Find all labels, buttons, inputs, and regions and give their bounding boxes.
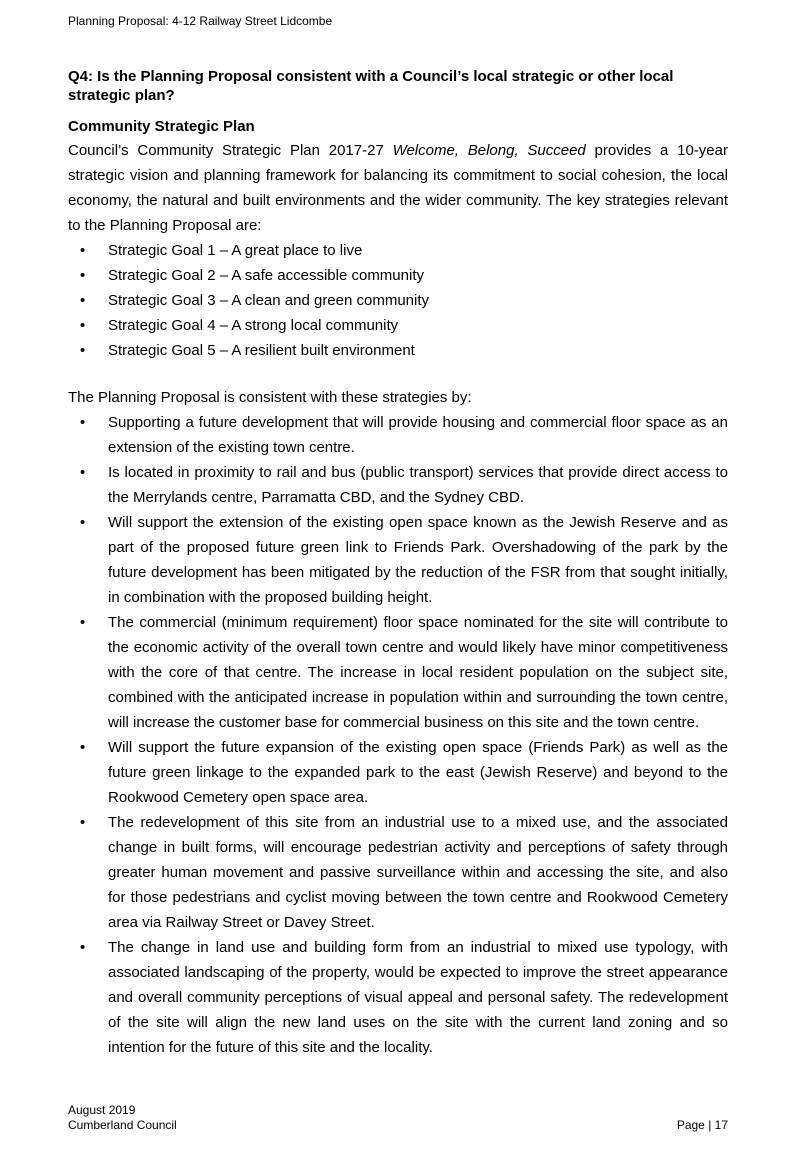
reason-item: • The commercial (minimum requirement) floor space nominated for the site will contribute to the economic activity of the overall town centre and would likely have minor competitiveness with the core of that centre. The increase in local resident population on the subject site, combined with the anticipated increase in population within and surrounding the town centre, will increase the customer base for commercial business on this site and the town centre. [68,610,728,735]
footer-date: August 2019 [68,1103,136,1117]
reason-item: • Will support the future expansion of the existing open space (Friends Park) as well as the future green linkage to the expanded park to the east (Jewish Reserve) and beyond to the Rookwood Cemetery open space area. [68,735,728,810]
intro-text-end: provides a 10-year strategic vision and planning framework for balancing its commitment to social cohesion, the local economy, the natural and built environments and the wider community. The key strategies relevant to the Planning Proposal are: [68,142,728,234]
reason-item: • Supporting a future development that will provide housing and commercial floor space as an extension of the existing town centre. [68,410,728,460]
section-heading: Community Strategic Plan [68,118,255,135]
page-number: Page | 17 [676,1118,728,1132]
intro-text-start: Council’s Community Strategic Plan 2017-27 [68,142,393,159]
goal-item: • Strategic Goal 2 – A safe accessible community [68,263,728,288]
intro-paragraph [68,138,728,238]
question-heading: Q4: Is the Planning Proposal consistent with a Council’s local strategic or other local strategic plan? [68,68,674,104]
page-footer-left [68,1103,177,1133]
footer-organisation: Cumberland Council [68,1118,177,1132]
reason-item: • Is located in proximity to rail and bus (public transport) services that provide direct access to the Merrylands centre, Parramatta CBD, and the Sydney CBD. [68,460,728,510]
reason-item: • Will support the extension of the existing open space known as the Jewish Reserve and as part of the proposed future green link to Friends Park. Overshadowing of the park by the future development has been mitigated by the reduction of the FSR from that sought initially, in combination with the proposed building height. [68,510,728,610]
reason-item: • The redevelopment of this site from an industrial use to a mixed use, and the associated change in built forms, will encourage pedestrian activity and perceptions of safety through greater human movement and passive surveillance within and accessing the site, and also for those pedestrians and cyclist moving between the town centre and Rookwood Cemetery area via Railway Street or Davey Street. [68,810,728,935]
consistency-intro: The Planning Proposal is consistent with these strategies by: [68,389,472,406]
document-body [68,67,728,1060]
plan-title-italic: Welcome, Belong, Succeed [392,142,586,159]
strategic-goals-list [68,238,728,363]
goal-item: • Strategic Goal 4 – A strong local community [68,313,728,338]
goal-item: • Strategic Goal 1 – A great place to live [68,238,728,263]
page-header: Planning Proposal: 4-12 Railway Street Lidcombe [68,14,333,28]
goal-item: • Strategic Goal 5 – A resilient built environment [68,338,728,363]
reason-item: • The change in land use and building form from an industrial to mixed use typology, with associated landscaping of the property, would be expected to improve the street appearance and overall community perceptions of visual appeal and personal safety. The redevelopment of the site will align the new land uses on the site with the current land zoning and so intention for the future of this site and the locality. [68,935,728,1060]
consistency-reasons-list [68,410,728,1060]
goal-item: • Strategic Goal 3 – A clean and green community [68,288,728,313]
